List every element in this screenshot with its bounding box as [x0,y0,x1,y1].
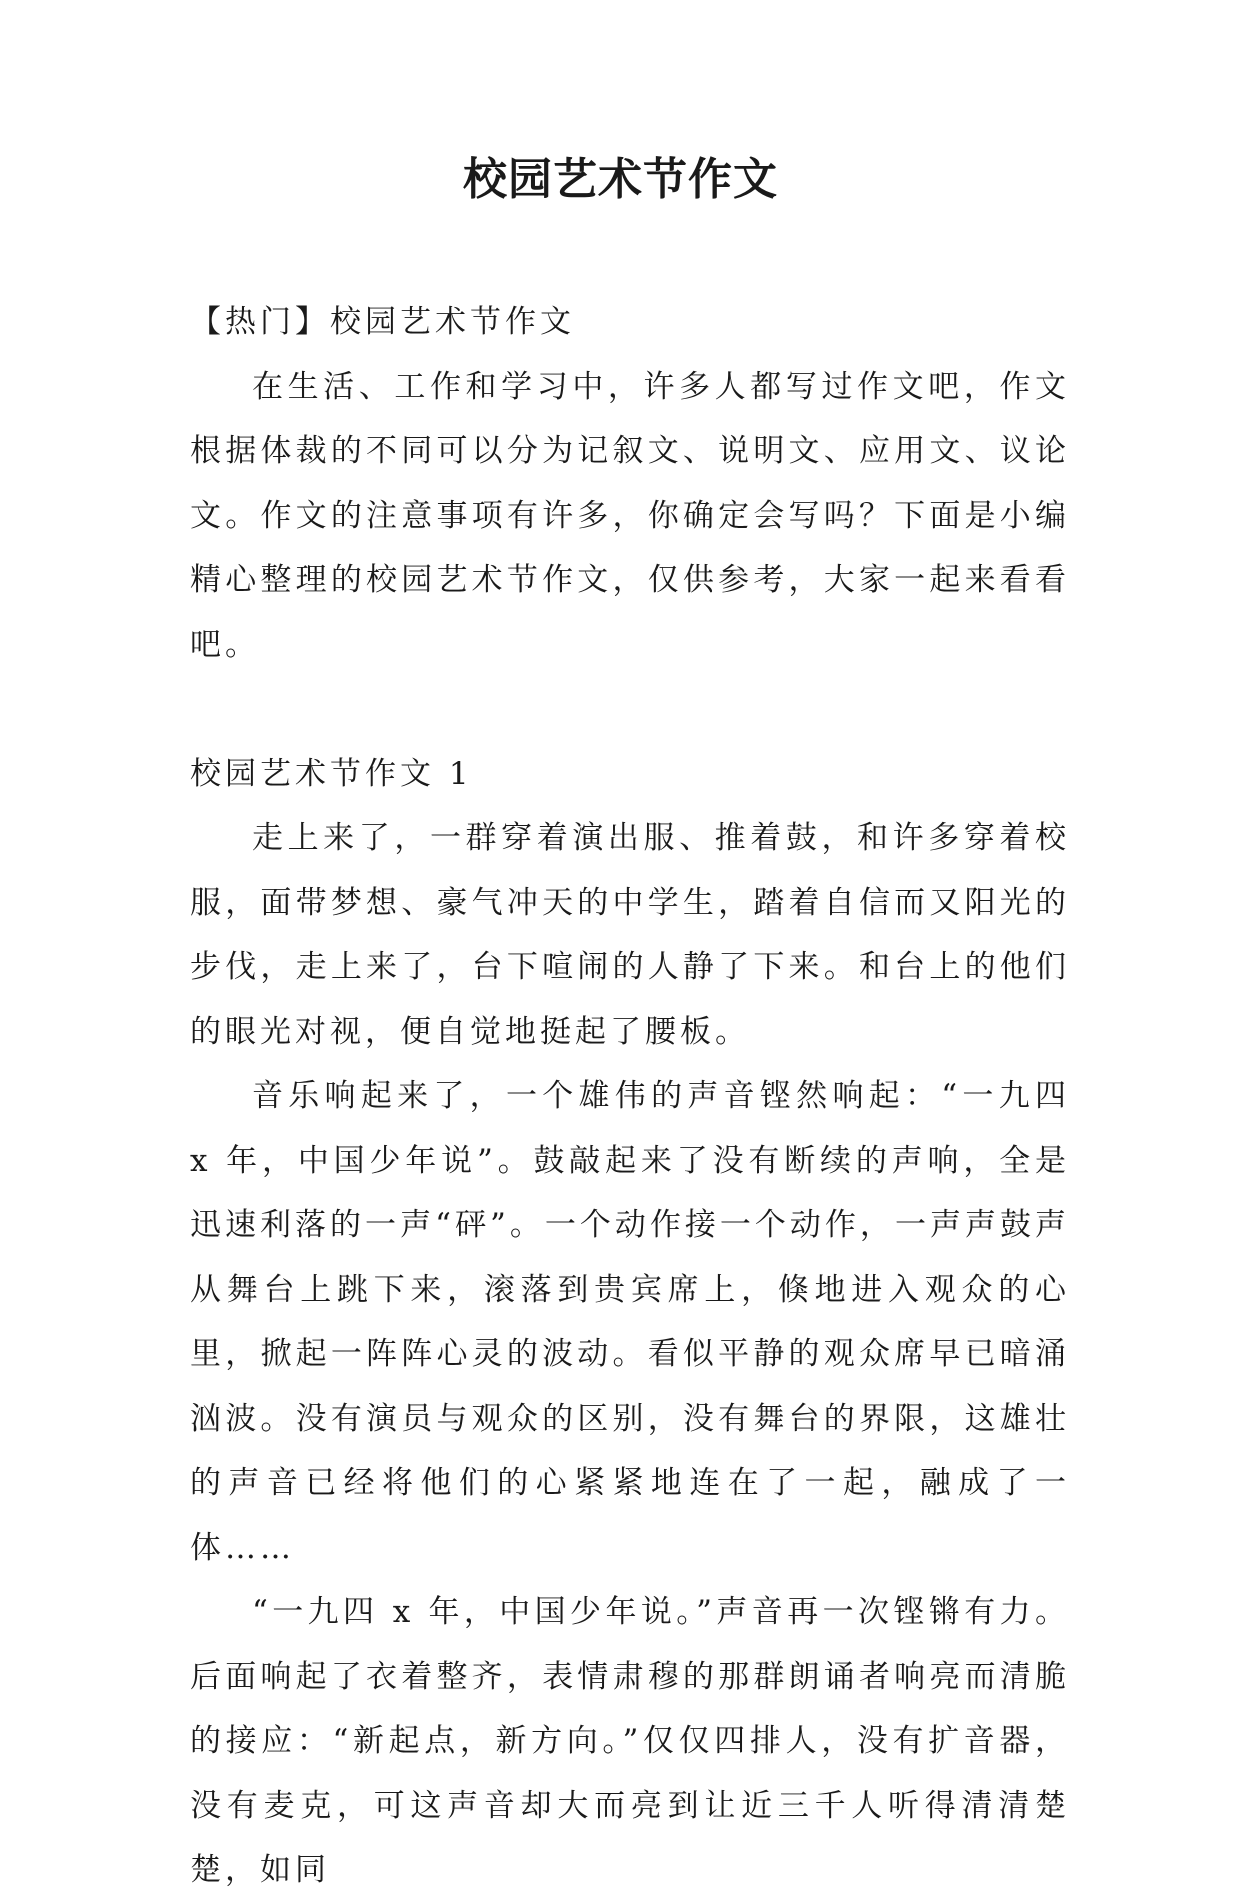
document-title: 校园艺术节作文 [463,154,778,205]
document-body [190,290,1070,1903]
intro-heading: 【热门】校园艺术节作文 [190,304,575,340]
body-paragraph-1: 走上来了，一群穿着演出服、推着鼓，和许多穿着校服，面带梦想、豪气冲天的中学生，踏着自信而又阳光的步伐，走上来了，台下喧闹的人静了下来。和台上的他们的眼光对视，便自觉地挺起了腰板。 [190,820,1070,1050]
section-heading: 校园艺术节作文 1 [190,755,473,792]
body-paragraph-3: “一九四 x 年，中国少年说。”声音再一次铿锵有力。后面响起了衣着整齐，表情肃穆的那群朗诵者响亮而清脆的接应：“新起点，新方向。”仅仅四排人，没有扩音器，没有麦克，可这声音却大而亮到让近三千人听得清清楚楚，如同 [190,1594,1070,1888]
section-spacer [190,677,1070,742]
body-paragraph-2: 音乐响起来了，一个雄伟的声音铿然响起：“一九四 x 年，中国少年说”。鼓敲起来了没有断续的声响，全是迅速利落的一声“砰”。一个动作接一个动作，一声声鼓声从舞台上跳下来，滚落到贵宾席上，倏地进入观众的心里，掀起一阵阵心灵的波动。看似平静的观众席早已暗涌汹波。没有演员与观众的区别，没有舞台的界限，这雄壮的声音已经将他们的心紧紧地连在了一起，融成了一体…… [190,1078,1070,1566]
intro-paragraph: 在生活、工作和学习中，许多人都写过作文吧，作文根据体裁的不同可以分为记叙文、说明文、应用文、议论文。作文的注意事项有许多，你确定会写吗？下面是小编精心整理的校园艺术节作文，仅供参考，大家一起来看看吧。 [190,368,1070,663]
